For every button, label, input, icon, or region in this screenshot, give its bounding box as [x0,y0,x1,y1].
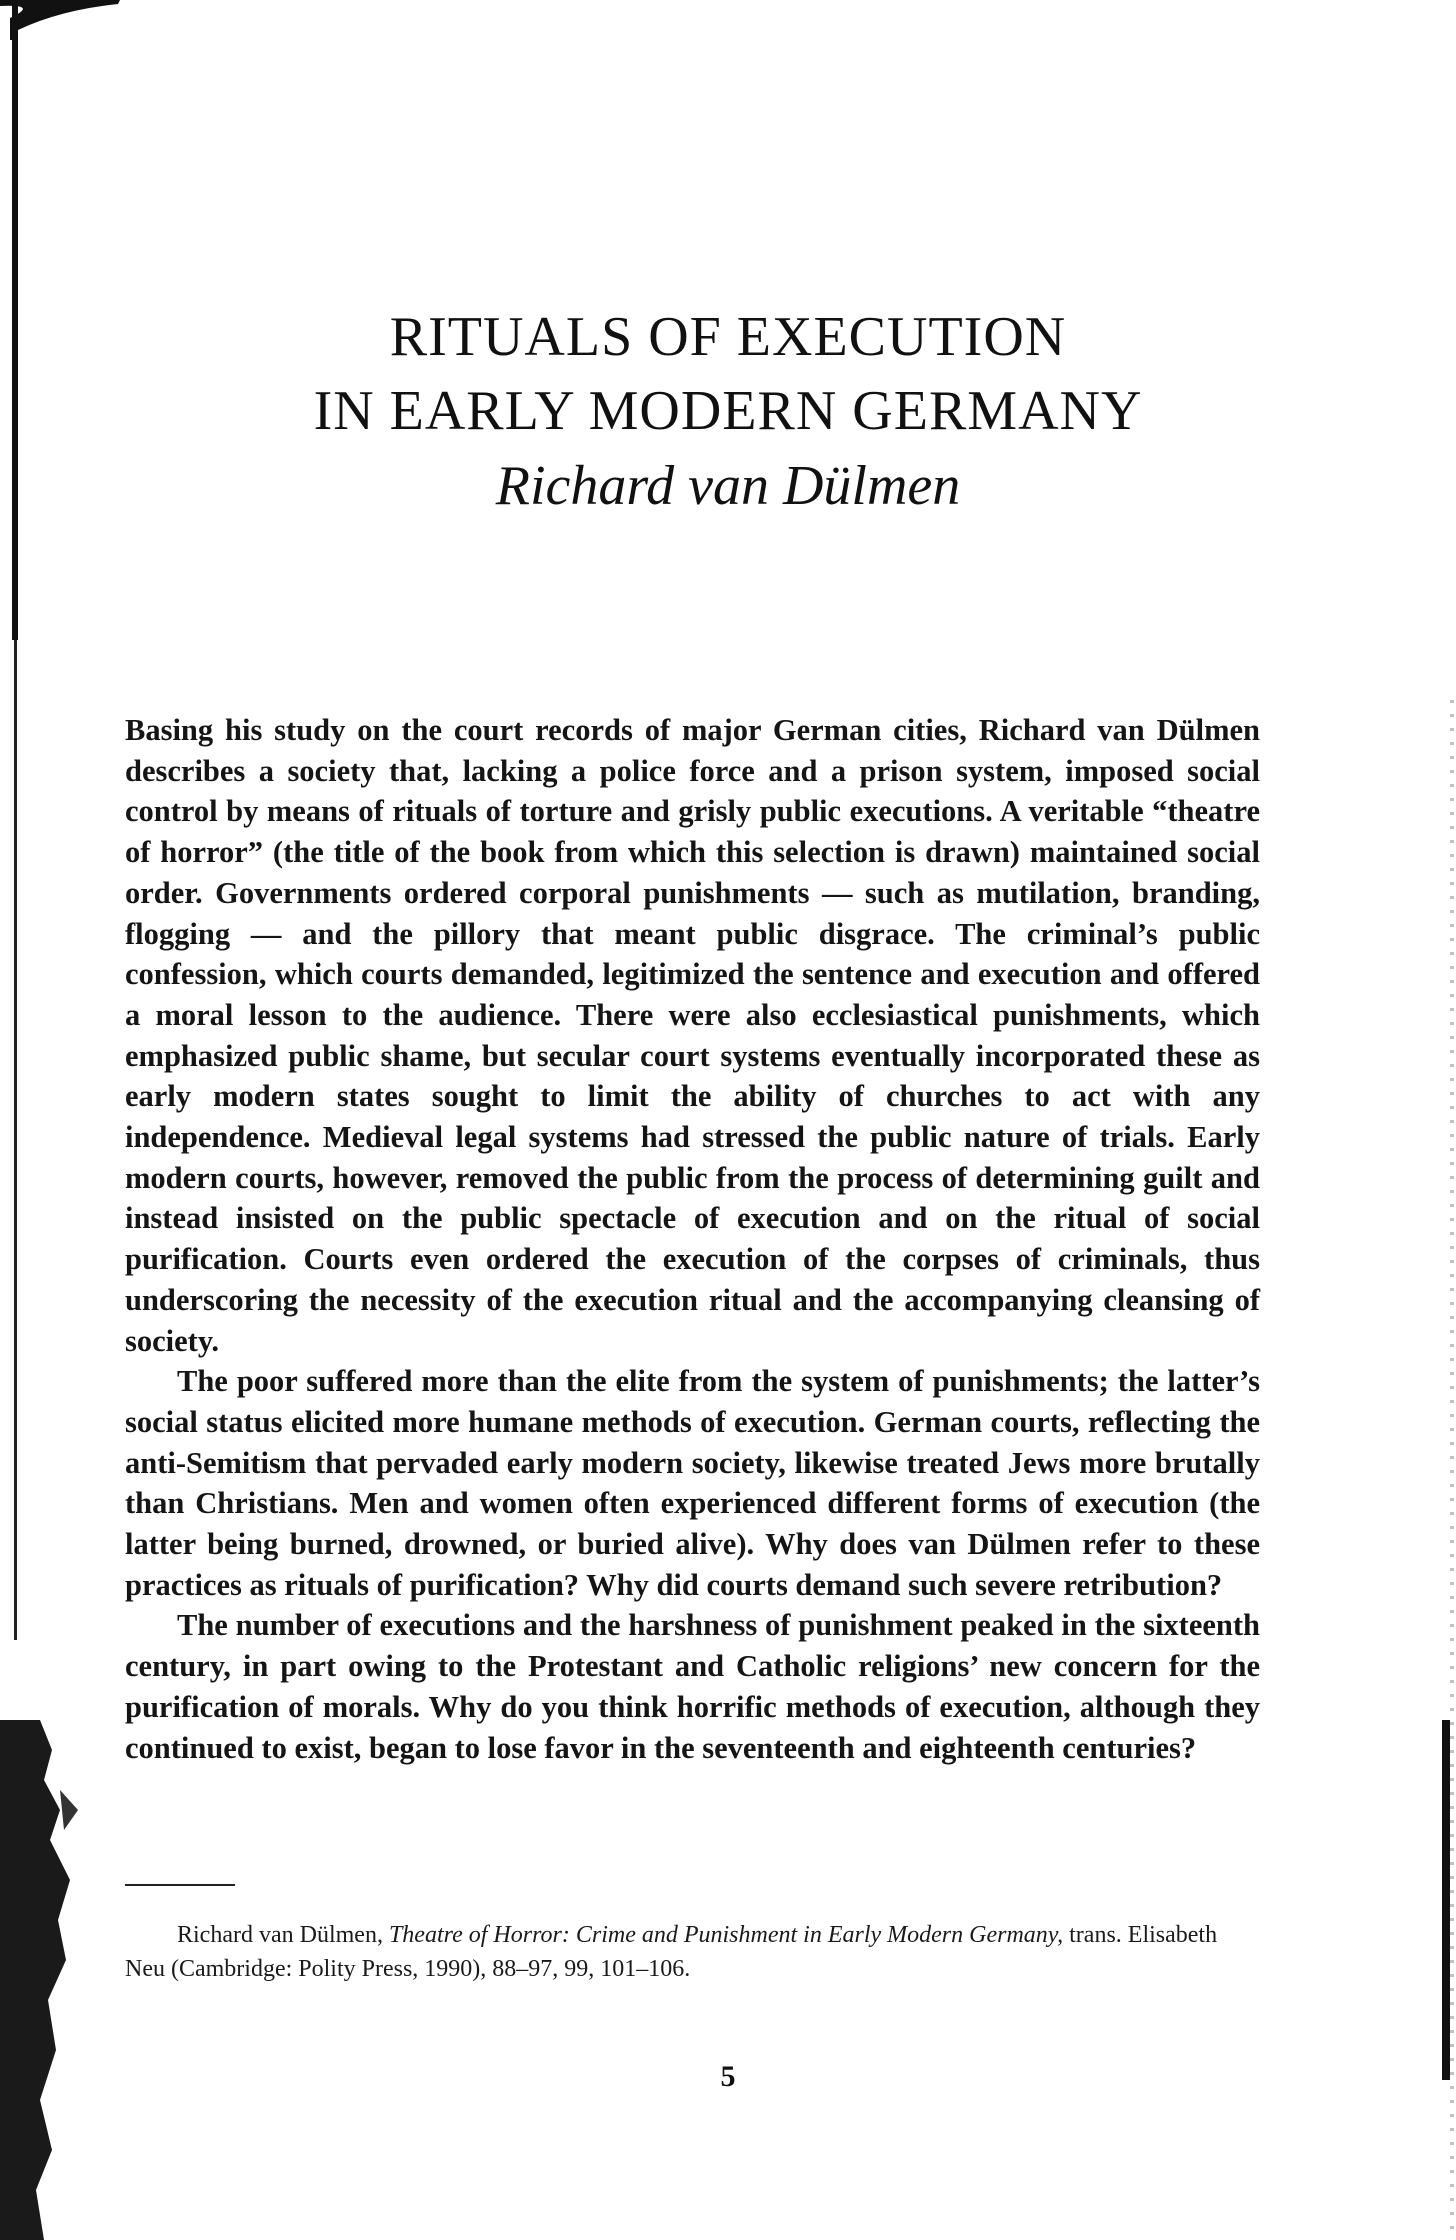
scan-edge-right [1442,1720,1450,2080]
footnote-author: Richard van Dülmen, [177,1922,389,1948]
footnote-details: trans. Elisabeth Neu (Cambridge: Polity Press, 1990), 88–97, 99, 101–106. [125,1922,1218,1982]
chapter-title-line-1: RITUALS OF EXECUTION [389,306,1067,368]
paragraph: Basing his study on the court records of major German cities, Richard van Dülmen describes a society that, lacking a police force and a prison system, imposed social control by means of rituals of torture and grisly public executions. A veritable “theatre of horror” (the title of the book from which this selection is drawn) maintained social order. Governments ordered corporal punishments — such as mutilation, branding, flogging — and the pillory that meant public disgrace. The criminal’s public confession, which courts demanded, legitimized the sentence and execution and offered a moral lesson to the audience. There were also ecclesiastical punishments, which emphasized public shame, but secular court systems eventually incorporated these as early modern states sought to limit the ability of churches to act with any independence. Medieval legal systems had stressed the public nature of trials. Early modern courts, however, removed the public from the process of determining guilt and instead insisted on the public spectacle of execution and on the ritual of social purification. Courts even ordered the execution of the corpses of criminals, thus underscoring the necessity of the execution ritual and the accompanying cleansing of society. [125,713,1260,1358]
scan-edge-left-lower [14,640,17,1640]
footnote-book-title: Theatre of Horror: Crime and Punishment in Early Modern Germany, [388,1922,1064,1948]
title-block [0,300,1456,524]
footnote-rule [125,1884,235,1886]
paragraph: The number of executions and the harshness of punishment peaked in the sixteenth century, in part owing to the Protestant and Catholic religions’ new concern for the purification of morals. Why do you think horrific methods of execution, although they continued to exist, began to lose favor in the seventeenth and eighteenth centuries? [125,1608,1260,1765]
scan-blob-bottom-left [0,1720,80,2240]
paragraph: The poor suffered more than the elite from the system of punishments; the latter’s social status elicited more humane methods of execution. German courts, reflecting the anti-Semitism that pervaded early modern society, likewise treated Jews more brutally than Christians. Men and women often experienced different forms of execution (the latter being burned, drowned, or buried alive). Why does van Dülmen refer to these practices as rituals of purification? Why did courts demand such severe retribution? [125,1364,1260,1602]
scan-corner-mark [0,0,120,40]
scan-edge-right-dots [1450,700,1454,2240]
introduction-text [125,710,1260,1768]
page-number: 5 [720,2060,736,2093]
source-footnote [125,1918,1260,1986]
chapter-author: Richard van Dülmen [495,455,961,517]
chapter-title-line-2: IN EARLY MODERN GERMANY [313,380,1143,442]
